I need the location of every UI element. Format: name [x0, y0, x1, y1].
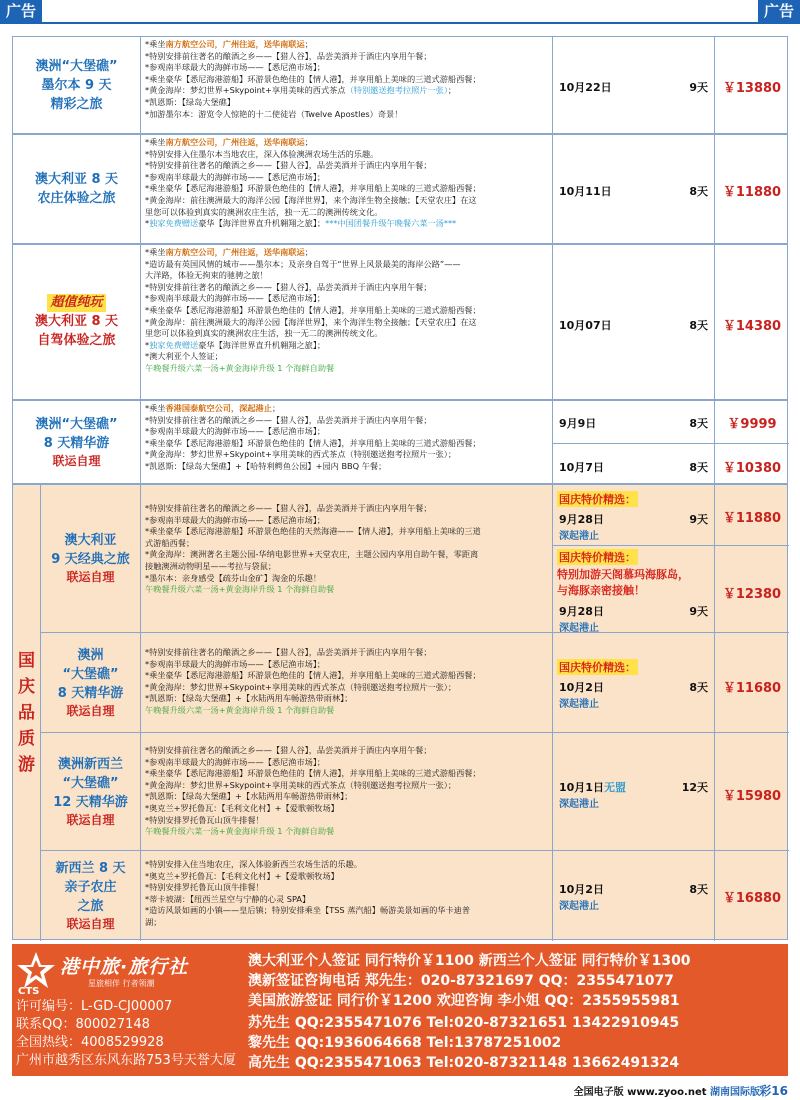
tour-row: [41, 851, 789, 941]
logo-cts: CTS: [18, 986, 40, 997]
tour-date-cell: 10月2日 8天 深起港止: [553, 851, 715, 941]
license-number: 许可编号：L-GD-CJ00007: [16, 999, 173, 1014]
desc-line: *特别安排前往著名的酿酒之乡——【猎人谷】，品尝美酒并于酒庄内享用午餐；: [145, 281, 432, 292]
desc-line: *参观南半球最大的海鲜市场——【悉尼渔市场】；: [145, 293, 326, 304]
desc-line: *独家免费赠送豪华【海洋世界直升机翱翔之旅】；: [145, 339, 326, 350]
desc-line: *乘坐豪华【悉尼海港游船】环游景色绝佳的【情人港】，并享用船上美味的三道式游船西餐；: [145, 437, 481, 448]
tour-name-cell: [13, 401, 141, 483]
desc-line: 午晚餐升级六菜一汤+黄金海岸升级 1 个海鲜自助餐: [145, 584, 335, 595]
desc-line: *参观南半球最大的海鲜市场——【悉尼渔市场】；: [145, 171, 326, 182]
tour-date-cell: 10月1日无盟 12天 深起港止: [553, 733, 715, 850]
side-char: 国: [18, 651, 35, 671]
contact-line: 苏先生 QQ:2355471076 Tel:020-87321651 13422910945: [248, 1015, 680, 1031]
desc-line: *参观南半球最大的海鲜市场——【悉尼渔市场】；: [145, 658, 326, 669]
desc-line: *特别安排前往著名的酿酒之乡——【猎人谷】，品尝美酒并于酒庄内享用午餐；: [145, 503, 432, 513]
desc-line: 里您可以体验到真实的澳洲农庄生活，独一无二的澳洲传统文化。: [145, 206, 383, 217]
tour-date-cell: 国庆特价精选： 9月28日 9天 深起港止 国庆特价精选： 特别加游天阁慕玛海豚岛， 与海豚亲密接触！ 9月28日 9天 深起港止: [553, 485, 715, 632]
price: ￥12380: [722, 587, 782, 602]
tour-name-cell: [41, 733, 141, 850]
bottom-bar: [0, 1080, 800, 1100]
tour-name-cell: [13, 37, 141, 133]
tour-sub-label: 联运自理: [66, 917, 115, 931]
tour-desc-cell: [141, 401, 553, 483]
side-char: 庆: [18, 677, 35, 697]
tour-name-line: 新西兰 8 天: [55, 861, 126, 876]
desc-line: *墨尔本：亲身感受【疏芬山金矿】淘金的乐趣！: [145, 572, 322, 583]
desc-line: *特别安排罗托鲁瓦山顶牛排餐！: [145, 882, 264, 893]
tour-name-line: 澳洲新西兰: [57, 756, 123, 772]
tour-price-cell: [715, 733, 789, 850]
tour-name-line: 8 天精华游: [43, 435, 110, 451]
departure-note: 深起港止: [559, 699, 599, 710]
tour-row: [41, 633, 789, 733]
tour-row: [41, 485, 789, 633]
tour-name-line: 精彩之旅: [50, 96, 103, 112]
tour-desc-cell: [141, 135, 553, 243]
tour-name-cell: [41, 633, 141, 732]
footer-banner: [12, 944, 788, 1076]
tour-row: [41, 733, 789, 851]
tour-desc-cell: [141, 485, 553, 632]
desc-line: *参观南半球最大的海鲜市场——【悉尼渔市场】；: [145, 756, 326, 767]
tour-desc-cell: [141, 851, 553, 941]
desc-line: *特别安排前往著名的酿酒之乡——【猎人谷】，品尝美酒并于酒庄内享用午餐；: [145, 50, 432, 61]
tour-name-line: 8 天精华游: [57, 685, 124, 701]
tour-name-line: 澳大利亚 8 天: [34, 314, 119, 329]
tour-price-cell: [715, 245, 789, 399]
tour-date-cell: 9月9日 8天 10月7日 8天: [553, 401, 715, 483]
tour-row: [12, 134, 788, 244]
desc-line: *黄金海岸：前往澳洲最大的海洋公园【海洋世界】，来个海洋生物全接触；【天堂农庄】在这: [145, 316, 477, 327]
tour-name-line: 之旅: [77, 899, 104, 914]
hotline: 全国热线：4008529928: [16, 1035, 164, 1050]
side-char: 品: [18, 703, 35, 723]
cts-logo: [16, 950, 242, 997]
national-day-section: [12, 484, 788, 940]
desc-line: *特别安排前往著名的酿酒之乡——【猎人谷】，品尝美酒并于酒庄内享用午餐；: [145, 745, 432, 755]
desc-line: *乘坐南方航空公司，广州往返，送华南联运；: [145, 247, 313, 257]
departure-note: 深起港止: [559, 623, 599, 634]
tour-name-line: 农庄体验之旅: [37, 191, 116, 206]
promo-text: 与海豚亲密接触！: [557, 584, 645, 597]
desc-line: *独家免费赠送豪华【海洋世界直升机翱翔之旅】；***中国团餐升级午晚餐六菜一汤***: [145, 218, 457, 229]
tour-badge: 超值纯玩: [47, 294, 105, 312]
desc-line: *乘坐豪华【悉尼海港游船】环游景色绝佳的【情人港】，并享用船上美味的三道式游船西餐；: [145, 670, 481, 681]
tour-name-line: 澳洲: [77, 647, 104, 663]
tour-name-line: 墨尔本 9 天: [41, 77, 112, 93]
visa-info: 澳大利亚个人签证 同行特价￥1100 新西兰个人签证 同行特价￥1300: [248, 953, 691, 969]
edition-brand: 湖南国际版: [710, 1087, 760, 1098]
departure-note: 深起港止: [559, 901, 599, 912]
desc-line: 午晚餐升级六菜一汤+黄金海岸升级 1 个海鲜自助餐: [145, 362, 335, 373]
price: ￥11880: [722, 185, 782, 200]
tour-price-cell: [715, 37, 789, 133]
promo-label: 国庆特价精选：: [559, 493, 636, 506]
contact-line: 黎先生 QQ:1936064668 Tel:13787251002: [248, 1035, 562, 1051]
promo-text: 特别加游天阁慕玛海豚岛，: [557, 568, 689, 581]
price: ￥14380: [722, 319, 782, 334]
tour-row: [12, 244, 788, 400]
desc-line: *造访风景如画的小镇——皇后镇；特别安排乘坐【TSS 蒸汽船】畅游美景如画的华卡迪普: [145, 905, 471, 916]
page-number: 彩16: [759, 1084, 788, 1098]
desc-line: *参观南半球最大的海鲜市场——【悉尼渔市场】；: [145, 62, 326, 73]
price: ￥9999: [727, 417, 777, 432]
tour-desc-cell: [141, 245, 553, 399]
price: ￥10380: [722, 461, 782, 476]
us-visa-info: 美国旅游签证 同行价￥1200 欢迎咨询 李小姐 QQ：2355955981: [248, 993, 680, 1009]
tour-sub-label: 联运自理: [66, 703, 115, 718]
desc-line: *凯恩斯：【绿岛大堡礁】+【水陆两用车畅游热带雨林】；: [145, 791, 353, 802]
tour-name-line: 澳大利亚: [64, 533, 117, 548]
address: 广州市越秀区东风东路753号天誉大厦: [16, 1053, 236, 1068]
desc-line: *乘坐豪华【悉尼海港游船】环游景色绝佳的【情人港】，并享用船上美味的三道式游船西餐；: [145, 768, 481, 779]
section-side-title: [13, 485, 41, 941]
desc-line: *黄金海岸：梦幻世界+Skypoint+享用美味的西式茶点（特别邀送抱考拉照片一张）；: [145, 85, 457, 96]
tour-date-cell: 国庆特价精选： 10月2日 8天 深起港止: [553, 633, 715, 732]
site-url[interactable]: www.zyoo.net: [627, 1087, 707, 1098]
price: ￥11680: [722, 681, 782, 696]
desc-line: *乘坐豪华【悉尼海港游船】环游景色绝佳的天然海港——【情人港】，并享用船上美味的三道: [145, 526, 481, 537]
desc-line: *乘坐豪华【悉尼海港游船】环游景色绝佳的【情人港】，并享用船上美味的三道式游船西餐；: [145, 183, 481, 194]
desc-line: *黄金海岸：梦幻世界+Skypoint+享用美味的西式茶点（特别邀送抱考拉照片一张）；: [145, 449, 457, 460]
desc-line: 午晚餐升级六菜一汤+黄金海岸升级 1 个海鲜自助餐: [145, 826, 335, 837]
desc-line: *乘坐南方航空公司，广州往返，送华南联运；: [145, 137, 313, 147]
desc-line: *特别安排入住当地农庄，深入体验新西兰农场生活的乐趣。: [145, 859, 362, 869]
desc-line: 里您可以体验到真实的澳洲农庄生活，独一无二的澳洲传统文化。: [145, 328, 383, 339]
tour-desc-cell: [141, 633, 553, 732]
desc-line: 大洋路，体验无拘束的驰骋之旅！: [145, 270, 268, 281]
desc-line: *特别安排前往著名的酿酒之乡——【猎人谷】，品尝美酒并于酒庄内享用午餐；: [145, 647, 432, 657]
tour-name-line: 自驾体验之旅: [37, 333, 116, 348]
desc-line: *凯恩斯：【绿岛大堡礁】+【哈特利鳄鱼公园】+园内 BBQ 午餐；: [145, 460, 387, 471]
desc-line: *特别安排罗托鲁瓦山顶牛排餐！: [145, 814, 264, 825]
logo-slogan: 星旅相伴 行者领潮: [88, 979, 155, 988]
tour-desc-cell: [141, 37, 553, 133]
tour-sub-label: 联运自理: [66, 812, 115, 827]
desc-line: 接触澳洲动物明星——考拉与袋鼠；: [145, 560, 277, 571]
tour-name-line: 12 天精华游: [53, 794, 128, 810]
promo-label: 国庆特价精选：: [559, 551, 636, 564]
desc-line: *乘坐南方航空公司，广州往返，送华南联运；: [145, 39, 313, 49]
departure-note: 深起港止: [559, 531, 599, 542]
tour-date-cell: 10月22日 9天: [553, 37, 715, 133]
star-logo-icon: [16, 950, 56, 990]
top-bar: [0, 0, 800, 24]
side-char: 游: [18, 755, 35, 775]
desc-line: *参观南半球最大的海鲜市场——【悉尼渔市场】；: [145, 426, 326, 437]
price: ￥16880: [722, 891, 782, 906]
desc-line: *凯恩斯：【绿岛大堡礁】: [145, 96, 236, 107]
tour-name-cell: [41, 851, 141, 941]
edition-label: 全国电子版: [573, 1087, 624, 1098]
contact-line: 高先生 QQ:2355471063 Tel:020-87321148 13662491324: [248, 1055, 680, 1071]
tour-date-cell: 10月11日 8天: [553, 135, 715, 243]
tour-name-cell: [13, 135, 141, 243]
tour-name-line: 亲子农庄: [64, 880, 117, 895]
tour-name-cell: [13, 245, 141, 399]
desc-line: *特别安排前往著名的酿酒之乡——【猎人谷】，品尝美酒并于酒庄内享用午餐；: [145, 414, 432, 425]
desc-line: *黄金海岸：梦幻世界+Skypoint+享用美味的西式茶点（特别邀送抱考拉照片一张）；: [145, 779, 457, 790]
desc-line: *凯恩斯：【绿岛大堡礁】+【水陆两用车畅游热带雨林】；: [145, 693, 353, 704]
tour-name-line: “大堡礁”: [62, 666, 119, 682]
tour-price-cell: [715, 135, 789, 243]
desc-line: *奥克兰+罗托鲁瓦：【毛利文化村】+【爱歌顿牧场】: [145, 802, 339, 813]
ad-label-left: 广告: [0, 0, 42, 22]
tour-name-line: 澳洲“大堡礁”: [35, 416, 118, 432]
price: ￥13880: [722, 81, 782, 96]
tour-row: [12, 400, 788, 484]
desc-line: *特别安排前往著名的酿酒之乡——【猎人谷】，品尝美酒并于酒庄内享用午餐；: [145, 160, 432, 171]
tour-sub-label: 联运自理: [52, 453, 101, 468]
desc-line: *乘坐香港国泰航空公司，深起港止；: [145, 403, 281, 413]
desc-line: *奥克兰+罗托鲁瓦：【毛利文化村】+【爱歌顿牧场】: [145, 870, 339, 881]
desc-line: *澳大利亚个人签证；: [145, 351, 223, 362]
tour-name-line: 澳洲“大堡礁”: [35, 58, 118, 74]
desc-line: *黄金海岸：梦幻世界+Skypoint+享用美味的西式茶点（特别邀送抱考拉照片一张）；: [145, 681, 457, 692]
desc-line: 式游船西餐；: [145, 537, 195, 548]
desc-line: *参观南半球最大的海鲜市场——【悉尼渔市场】；: [145, 514, 326, 525]
desc-line: *乘坐豪华【悉尼海港游船】环游景色绝佳的【情人港】，并享用船上美味的三道式游船西餐；: [145, 304, 481, 315]
tour-price-cell: [715, 633, 789, 732]
contact-qq: 联系QQ：800027148: [16, 1017, 150, 1032]
tour-price-cell: [715, 851, 789, 941]
tour-price-cell: [715, 485, 789, 632]
desc-line: *黄金海岸：澳洲著名主题公园-华纳电影世界+天堂农庄，主题公园内享用自助午餐，零距离: [145, 549, 479, 560]
tour-date-cell: 10月07日 8天: [553, 245, 715, 399]
side-char: 质: [18, 729, 35, 749]
desc-line: *造访最有英国风情的城市——墨尔本；及亲身自驾于“世界上风景最美的海岸公路”——: [145, 258, 461, 269]
tour-desc-cell: [141, 733, 553, 850]
tour-name-line: “大堡礁”: [62, 775, 119, 791]
ad-label-right: 广告: [758, 0, 800, 22]
departure-note: 深起港止: [559, 799, 599, 810]
promo-label: 国庆特价精选：: [559, 661, 636, 674]
desc-line: *蒂卡坡湖：【纽西兰星空与宁静的心灵 SPA】: [145, 893, 311, 904]
visa-contact: 澳新签证咨询电话 郑先生：020-87321697 QQ：2355471077: [248, 973, 674, 989]
tour-name-line: 澳大利亚 8 天: [34, 172, 119, 187]
desc-line: *乘坐豪华【悉尼海港游船】环游景色绝佳的【情人港】，并享用船上美味的三道式游船西餐；: [145, 73, 481, 84]
desc-line: 午晚餐升级六菜一汤+黄金海岸升级 1 个海鲜自助餐: [145, 704, 335, 715]
tour-row: [12, 36, 788, 134]
desc-line: *黄金海岸：前往澳洲最大的海洋公园【海洋世界】，来个海洋生物全接触；【天堂农庄】在这: [145, 194, 477, 205]
price: ￥11880: [722, 511, 782, 526]
tour-price-cell: [715, 401, 789, 483]
edition-info: [574, 1083, 760, 1098]
tour-name-cell: [41, 485, 141, 632]
desc-line: *特别安排入住墨尔本当地农庄，深入体验澳洲农场生活的乐趣。: [145, 148, 379, 159]
tour-name-line: 9 天经典之旅: [51, 552, 130, 567]
desc-line: 湖；: [145, 916, 162, 927]
logo-title: 港中旅·旅行社: [60, 956, 189, 978]
desc-line: *加游墨尔本：游览令人惊艳的十二使徒岩（Twelve Apostles）奇景！: [145, 108, 403, 119]
tour-sub-label: 联运自理: [66, 570, 115, 584]
price: ￥15980: [722, 789, 782, 804]
